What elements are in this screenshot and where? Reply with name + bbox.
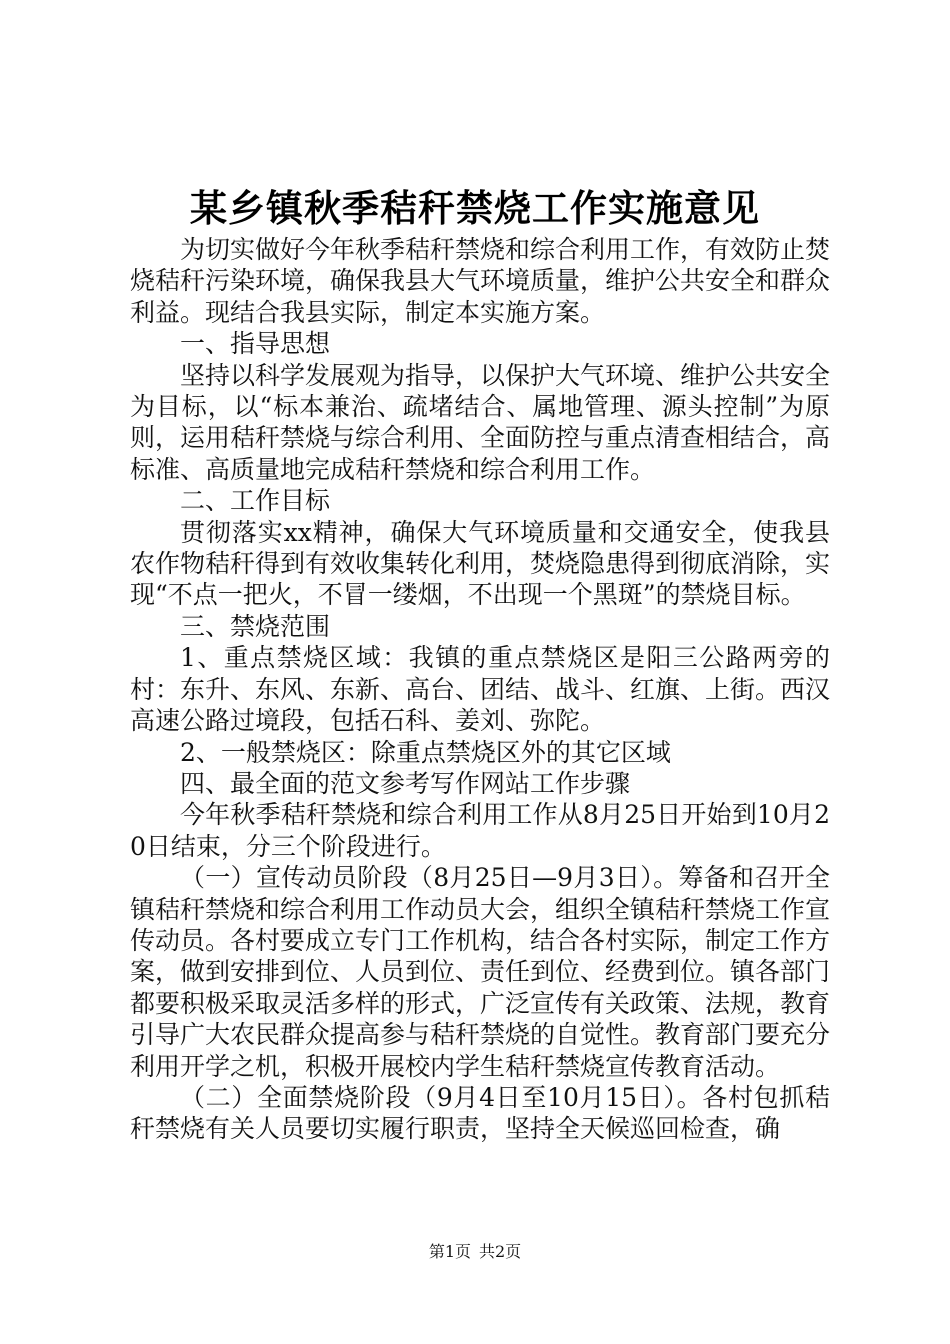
document-body	[130, 234, 830, 1145]
section-heading-guiding-ideology: 一、指导思想	[180, 329, 331, 359]
publicity-stage-paragraph: （一）宣传动员阶段（8月25日—9月3日）。筹备和召开全镇秸秆禁烧和综合利用工作动员大会，组织全镇秸秆禁烧工作宣传动员。各村要成立专门工作机构，结合各村实际，制定工作方案，做到安排到位、人员到位、责任到位、经费到位。镇各部门都要积极采取灵活多样的形式，广泛宣传有关政策、法规，教育引导广大农民群众提高参与秸秆禁烧的自觉性。教育部门要充分利用开学之机，积极开展校内学生秸秆禁烧宣传教育活动。	[130, 863, 831, 1081]
section-heading-work-goals: 二、工作目标	[180, 486, 331, 516]
page-number: 第1页	[428, 1242, 471, 1261]
intro-paragraph: 为切实做好今年秋季秸秆禁烧和综合利用工作，有效防止焚烧秸秆污染环境，确保我县大气环境质量，维护公共安全和群众利益。现结合我县实际，制定本实施方案。	[130, 235, 831, 327]
document-title: 某乡镇秋季秸秆禁烧工作实施意见	[190, 187, 760, 230]
section-heading-burn-scope: 三、禁烧范围	[180, 611, 331, 641]
general-burn-zone-paragraph: 2、一般禁烧区：除重点禁烧区外的其它区域	[180, 737, 671, 767]
work-steps-intro-paragraph: 今年秋季秸秆禁烧和综合利用工作从8月25日开始到10月20日结束，分三个阶段进行。	[130, 800, 830, 861]
section-heading-work-steps: 四、最全面的范文参考写作网站工作步骤	[180, 768, 631, 798]
full-ban-stage-paragraph: （二）全面禁烧阶段（9月4日至10月15日）。各村包抓秸秆禁烧有关人员要切实履行职责，坚持全天候巡回检查，确	[130, 1082, 830, 1144]
page-footer	[0, 1242, 950, 1262]
work-goals-paragraph: 贯彻落实xx精神，确保大气环境质量和交通安全，使我县农作物秸秆得到有效收集转化利用，焚烧隐患得到彻底消除，实现“不点一把火，不冒一缕烟，不出现一个黑斑”的禁烧目标。	[130, 517, 831, 610]
key-burn-zone-paragraph: 1、重点禁烧区域：我镇的重点禁烧区是阳三公路两旁的村：东升、东风、东新、高台、团结、战斗、红旗、上街。西汉高速公路过境段，包括石科、姜刘、弥陀。	[130, 643, 831, 736]
guiding-ideology-paragraph: 坚持以科学发展观为指导，以保护大气环境、维护公共安全为目标，以“标本兼治、疏堵结合、属地管理、源头控制”为原则，运用秸秆禁烧与综合利用、全面防控与重点清查相结合，高标准、高质量地完成秸秆禁烧和综合利用工作。	[130, 360, 831, 484]
page-total: 共2页	[479, 1242, 522, 1261]
